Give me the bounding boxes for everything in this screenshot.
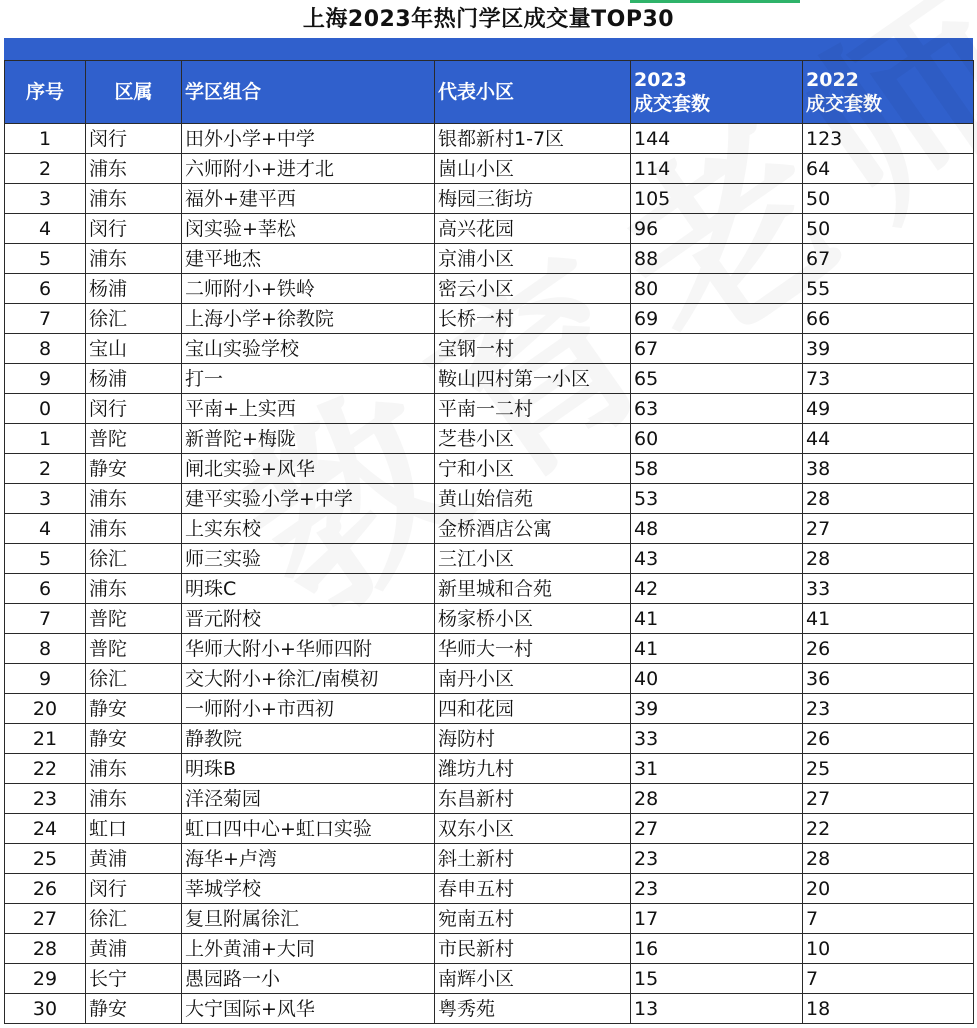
cell-school: 复旦附属徐汇	[182, 904, 435, 934]
cell-no: 29	[5, 964, 86, 994]
cell-community: 平南一二村	[435, 394, 631, 424]
cell-y2022: 33	[803, 574, 974, 604]
cell-community: 梅园三街坊	[435, 184, 631, 214]
cell-school: 平南+上实西	[182, 394, 435, 424]
cell-community: 长桥一村	[435, 304, 631, 334]
cell-school: 上外黄浦+大同	[182, 934, 435, 964]
table-row	[5, 934, 974, 964]
table-row	[5, 844, 974, 874]
cell-no: 27	[5, 904, 86, 934]
cell-district: 浦东	[86, 154, 182, 184]
cell-y2023: 144	[631, 124, 803, 154]
cell-community: 粤秀苑	[435, 994, 631, 1024]
cell-district: 杨浦	[86, 364, 182, 394]
header-2023-label: 成交套数	[634, 93, 711, 115]
table-row	[5, 154, 974, 184]
table-row	[5, 664, 974, 694]
cell-school: 闸北实验+风华	[182, 454, 435, 484]
cell-school: 上实东校	[182, 514, 435, 544]
cell-school: 晋元附校	[182, 604, 435, 634]
cell-y2023: 27	[631, 814, 803, 844]
cell-district: 杨浦	[86, 274, 182, 304]
cell-community: 市民新村	[435, 934, 631, 964]
table-row	[5, 514, 974, 544]
cell-y2022: 28	[803, 544, 974, 574]
cell-no: 2	[5, 154, 86, 184]
cell-district: 徐汇	[86, 544, 182, 574]
cell-no: 30	[5, 994, 86, 1024]
cell-school: 福外+建平西	[182, 184, 435, 214]
cell-y2022: 27	[803, 514, 974, 544]
cell-community: 崮山小区	[435, 154, 631, 184]
table-row	[5, 454, 974, 484]
cell-community: 宁和小区	[435, 454, 631, 484]
cell-y2023: 65	[631, 364, 803, 394]
cell-no: 24	[5, 814, 86, 844]
cell-y2023: 16	[631, 934, 803, 964]
cell-district: 静安	[86, 994, 182, 1024]
cell-no: 4	[5, 214, 86, 244]
cell-no: 4	[5, 514, 86, 544]
cell-district: 普陀	[86, 424, 182, 454]
cell-school: 莘城学校	[182, 874, 435, 904]
cell-no: 7	[5, 604, 86, 634]
cell-district: 浦东	[86, 574, 182, 604]
cell-district: 静安	[86, 694, 182, 724]
cell-community: 华师大一村	[435, 634, 631, 664]
cell-y2023: 96	[631, 214, 803, 244]
top-accent-bar	[630, 0, 800, 3]
header-community: 代表小区	[435, 61, 631, 124]
cell-y2022: 23	[803, 694, 974, 724]
cell-community: 南辉小区	[435, 964, 631, 994]
cell-y2023: 28	[631, 784, 803, 814]
cell-y2022: 28	[803, 484, 974, 514]
cell-y2023: 60	[631, 424, 803, 454]
cell-community: 银都新村1-7区	[435, 124, 631, 154]
table-row	[5, 394, 974, 424]
cell-district: 闵行	[86, 874, 182, 904]
cell-district: 闵行	[86, 214, 182, 244]
cell-no: 8	[5, 634, 86, 664]
cell-community: 宝钢一村	[435, 334, 631, 364]
cell-no: 1	[5, 124, 86, 154]
cell-y2023: 41	[631, 634, 803, 664]
cell-community: 密云小区	[435, 274, 631, 304]
cell-community: 鞍山四村第一小区	[435, 364, 631, 394]
cell-y2022: 7	[803, 964, 974, 994]
table-row	[5, 304, 974, 334]
table-row	[5, 604, 974, 634]
cell-y2022: 36	[803, 664, 974, 694]
cell-y2022: 50	[803, 184, 974, 214]
cell-y2022: 64	[803, 154, 974, 184]
table-row	[5, 634, 974, 664]
cell-y2022: 41	[803, 604, 974, 634]
cell-no: 20	[5, 694, 86, 724]
cell-district: 浦东	[86, 514, 182, 544]
cell-no: 5	[5, 544, 86, 574]
cell-no: 9	[5, 664, 86, 694]
cell-y2022: 123	[803, 124, 974, 154]
cell-y2022: 55	[803, 274, 974, 304]
cell-y2022: 66	[803, 304, 974, 334]
cell-school: 明珠C	[182, 574, 435, 604]
header-school: 学区组合	[182, 61, 435, 124]
cell-school: 华师大附小+华师四附	[182, 634, 435, 664]
cell-y2023: 67	[631, 334, 803, 364]
cell-y2022: 26	[803, 724, 974, 754]
cell-y2023: 23	[631, 844, 803, 874]
header-band	[4, 38, 973, 60]
cell-district: 浦东	[86, 244, 182, 274]
cell-district: 普陀	[86, 604, 182, 634]
cell-y2022: 26	[803, 634, 974, 664]
cell-school: 明珠B	[182, 754, 435, 784]
cell-no: 23	[5, 784, 86, 814]
cell-y2023: 53	[631, 484, 803, 514]
cell-school: 海华+卢湾	[182, 844, 435, 874]
table-row	[5, 214, 974, 244]
table-row	[5, 574, 974, 604]
cell-district: 长宁	[86, 964, 182, 994]
cell-district: 浦东	[86, 754, 182, 784]
cell-y2023: 31	[631, 754, 803, 784]
table-row	[5, 814, 974, 844]
cell-no: 7	[5, 304, 86, 334]
cell-district: 浦东	[86, 484, 182, 514]
table-row	[5, 754, 974, 784]
cell-school: 愚园路一小	[182, 964, 435, 994]
table-row	[5, 124, 974, 154]
cell-district: 普陀	[86, 634, 182, 664]
cell-community: 金桥酒店公寓	[435, 514, 631, 544]
cell-district: 静安	[86, 454, 182, 484]
header-2023-year: 2023	[634, 69, 687, 91]
cell-y2022: 7	[803, 904, 974, 934]
cell-community: 京浦小区	[435, 244, 631, 274]
cell-community: 黄山始信苑	[435, 484, 631, 514]
cell-y2023: 88	[631, 244, 803, 274]
table-row	[5, 334, 974, 364]
table-row	[5, 964, 974, 994]
cell-y2023: 42	[631, 574, 803, 604]
cell-y2022: 67	[803, 244, 974, 274]
table-row	[5, 724, 974, 754]
cell-school: 闵实验+莘松	[182, 214, 435, 244]
cell-y2023: 43	[631, 544, 803, 574]
cell-y2023: 58	[631, 454, 803, 484]
cell-no: 3	[5, 484, 86, 514]
cell-no: 2	[5, 454, 86, 484]
table-row	[5, 274, 974, 304]
cell-district: 浦东	[86, 784, 182, 814]
cell-school: 建平实验小学+中学	[182, 484, 435, 514]
table-row	[5, 484, 974, 514]
header-2022	[803, 61, 974, 124]
table-row	[5, 994, 974, 1024]
cell-school: 静教院	[182, 724, 435, 754]
cell-y2023: 69	[631, 304, 803, 334]
cell-y2023: 23	[631, 874, 803, 904]
cell-no: 6	[5, 574, 86, 604]
cell-y2022: 18	[803, 994, 974, 1024]
cell-y2023: 33	[631, 724, 803, 754]
cell-y2022: 28	[803, 844, 974, 874]
cell-y2023: 105	[631, 184, 803, 214]
cell-school: 六师附小+进才北	[182, 154, 435, 184]
cell-y2022: 10	[803, 934, 974, 964]
cell-no: 22	[5, 754, 86, 784]
cell-school: 虹口四中心+虹口实验	[182, 814, 435, 844]
cell-district: 虹口	[86, 814, 182, 844]
cell-y2023: 40	[631, 664, 803, 694]
cell-district: 浦东	[86, 184, 182, 214]
cell-y2022: 38	[803, 454, 974, 484]
table-row	[5, 364, 974, 394]
table-row	[5, 544, 974, 574]
cell-community: 杨家桥小区	[435, 604, 631, 634]
cell-community: 春申五村	[435, 874, 631, 904]
table-header-row	[5, 61, 974, 124]
ranking-table	[4, 60, 974, 1024]
table-row	[5, 244, 974, 274]
cell-district: 黄浦	[86, 844, 182, 874]
cell-y2023: 41	[631, 604, 803, 634]
cell-community: 芝巷小区	[435, 424, 631, 454]
cell-school: 交大附小+徐汇/南模初	[182, 664, 435, 694]
cell-community: 双东小区	[435, 814, 631, 844]
cell-y2022: 50	[803, 214, 974, 244]
cell-y2023: 15	[631, 964, 803, 994]
cell-y2022: 44	[803, 424, 974, 454]
cell-community: 潍坊九村	[435, 754, 631, 784]
cell-district: 宝山	[86, 334, 182, 364]
cell-school: 打一	[182, 364, 435, 394]
cell-y2022: 25	[803, 754, 974, 784]
cell-y2023: 48	[631, 514, 803, 544]
cell-y2023: 114	[631, 154, 803, 184]
table-row	[5, 184, 974, 214]
cell-district: 徐汇	[86, 904, 182, 934]
cell-district: 静安	[86, 724, 182, 754]
header-district: 区属	[86, 61, 182, 124]
cell-community: 东昌新村	[435, 784, 631, 814]
cell-school: 二师附小+铁岭	[182, 274, 435, 304]
cell-no: 1	[5, 424, 86, 454]
cell-community: 宛南五村	[435, 904, 631, 934]
cell-y2023: 63	[631, 394, 803, 424]
header-no: 序号	[5, 61, 86, 124]
cell-y2022: 39	[803, 334, 974, 364]
cell-y2023: 39	[631, 694, 803, 724]
cell-community: 高兴花园	[435, 214, 631, 244]
cell-school: 新普陀+梅陇	[182, 424, 435, 454]
cell-school: 师三实验	[182, 544, 435, 574]
cell-no: 0	[5, 394, 86, 424]
cell-school: 一师附小+市西初	[182, 694, 435, 724]
cell-district: 闵行	[86, 394, 182, 424]
cell-no: 26	[5, 874, 86, 904]
cell-school: 上海小学+徐教院	[182, 304, 435, 334]
cell-school: 大宁国际+风华	[182, 994, 435, 1024]
cell-district: 闵行	[86, 124, 182, 154]
cell-district: 徐汇	[86, 664, 182, 694]
cell-y2023: 13	[631, 994, 803, 1024]
cell-no: 3	[5, 184, 86, 214]
table-row	[5, 904, 974, 934]
cell-no: 25	[5, 844, 86, 874]
cell-y2022: 27	[803, 784, 974, 814]
header-2023	[631, 61, 803, 124]
cell-community: 斜土新村	[435, 844, 631, 874]
cell-y2023: 80	[631, 274, 803, 304]
table-row	[5, 874, 974, 904]
cell-community: 新里城和合苑	[435, 574, 631, 604]
table-row	[5, 784, 974, 814]
header-2022-label: 成交套数	[806, 93, 883, 115]
cell-no: 6	[5, 274, 86, 304]
cell-district: 黄浦	[86, 934, 182, 964]
cell-school: 宝山实验学校	[182, 334, 435, 364]
cell-no: 5	[5, 244, 86, 274]
cell-y2022: 49	[803, 394, 974, 424]
cell-y2022: 22	[803, 814, 974, 844]
cell-community: 四和花园	[435, 694, 631, 724]
cell-no: 9	[5, 364, 86, 394]
cell-y2022: 73	[803, 364, 974, 394]
page-title: 上海2023年热门学区成交量TOP30	[302, 7, 675, 32]
header-2022-year: 2022	[806, 69, 859, 91]
cell-no: 8	[5, 334, 86, 364]
cell-no: 28	[5, 934, 86, 964]
cell-community: 南丹小区	[435, 664, 631, 694]
cell-school: 洋泾菊园	[182, 784, 435, 814]
cell-y2022: 20	[803, 874, 974, 904]
cell-no: 21	[5, 724, 86, 754]
table-row	[5, 424, 974, 454]
cell-y2023: 17	[631, 904, 803, 934]
cell-school: 田外小学+中学	[182, 124, 435, 154]
cell-community: 三江小区	[435, 544, 631, 574]
table-row	[5, 694, 974, 724]
cell-community: 海防村	[435, 724, 631, 754]
cell-school: 建平地杰	[182, 244, 435, 274]
cell-district: 徐汇	[86, 304, 182, 334]
